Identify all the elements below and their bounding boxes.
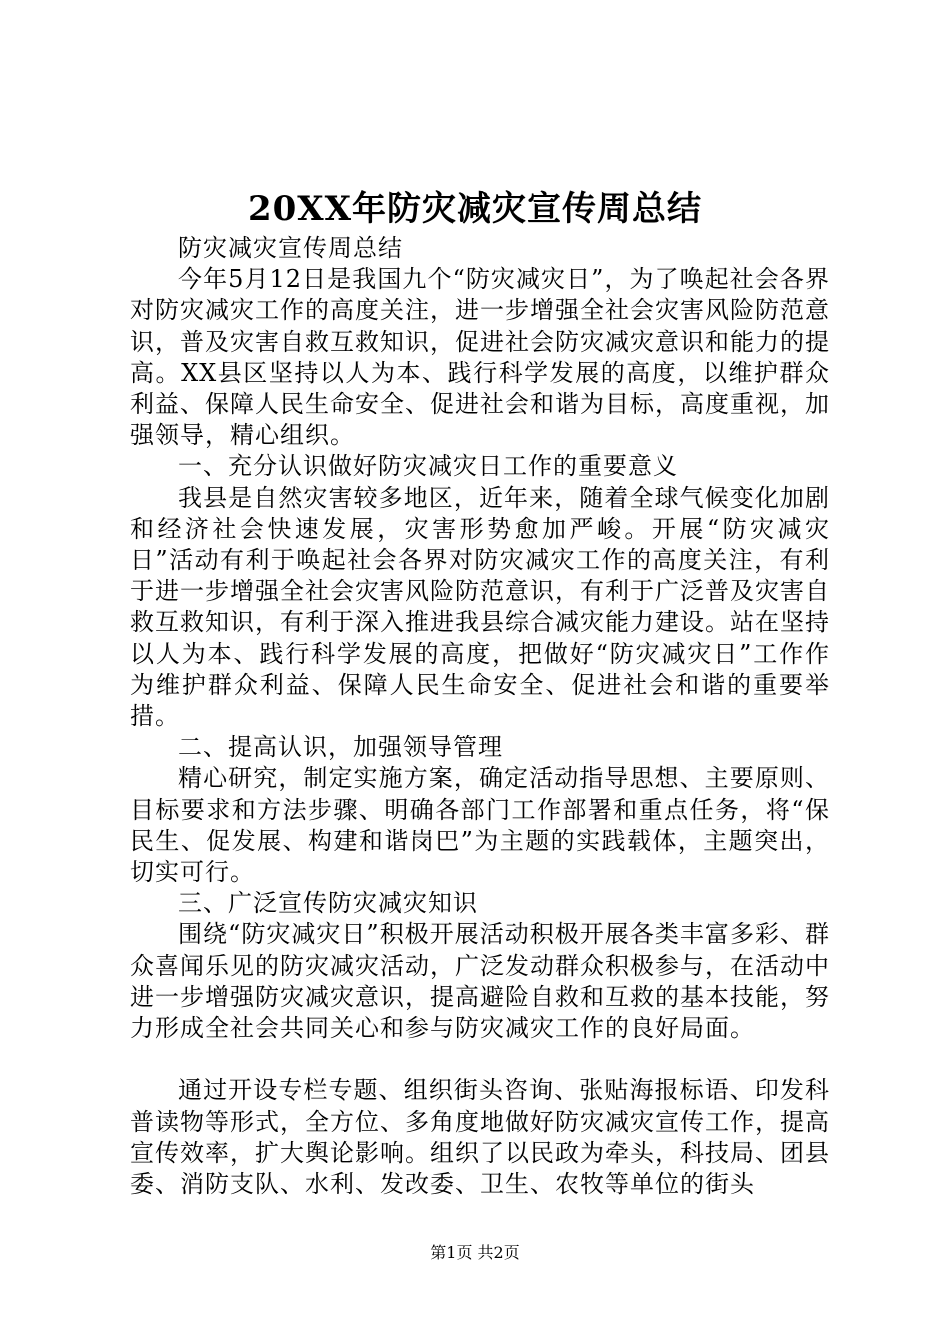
document-subtitle: 防灾减灾宣传周总结 [178,234,403,262]
section-2-paragraph: 精心研究，制定实施方案，确定活动指导思想、主要原则、目标要求和方法步骤、明确各部门工作部署和重点任务，将“保民生、促发展、构建和谐岗巴”为主题的实践载体，主题突出，切实可行。 [130,764,830,887]
document-body [130,233,830,1200]
section-1-heading: 一、充分认识做好防灾减灾日工作的重要意义 [178,452,678,481]
section-3-paragraph-1: 围绕“防灾减灾日”积极开展活动积极开展各类丰富多彩、群众喜闻乐见的防灾减灾活动，广泛发动群众积极参与，在活动中进一步增强防灾减灾意识，提高避险自救和互救的基本技能，努力形成全社会共同关心和参与防灾减灾工作的良好局面。 [130,920,830,1043]
section-1-paragraph: 我县是自然灾害较多地区，近年来，随着全球气候变化加剧和经济社会快速发展，灾害形势愈加严峻。开展“防灾减灾日”活动有利于唤起社会各界对防灾减灾工作的高度关注，有利于进一步增强全社会灾害风险防范意识，有利于广泛普及灾害自救互救知识，有利于深入推进我县综合减灾能力建设。站在坚持以人为本、践行科学发展的高度，把做好“防灾减灾日”工作作为维护群众利益、保障人民生命安全、促进社会和谐的重要举措。 [130,483,830,731]
section-3-paragraph-2: 通过开设专栏专题、组织街头咨询、张贴海报标语、印发科普读物等形式，全方位、多角度地做好防灾减灾宣传工作，提高宣传效率，扩大舆论影响。组织了以民政为牵头，科技局、团县委、消防支队、水利、发改委、卫生、农牧等单位的街头 [130,1076,830,1199]
paragraph-spacer [130,1044,830,1075]
page-footer: 第1页 共2页 [430,1243,520,1262]
intro-paragraph: 今年5月12日是我国九个“防灾减灾日”，为了唤起社会各界对防灾减灾工作的高度关注，进一步增强全社会灾害风险防范意识，普及灾害自救互救知识，促进社会防灾减灾意识和能力的提高。XX县区坚持以人为本、践行科学发展的高度，以维护群众利益、保障人民生命安全、促进社会和谐为目标，高度重视，加强领导，精心组织。 [130,265,830,450]
section-3-heading: 三、广泛宣传防灾减灾知识 [178,889,478,918]
document-title: 20XX年防灾减灾宣传周总结 [247,189,703,229]
section-2-heading: 二、提高认识，加强领导管理 [178,733,503,762]
